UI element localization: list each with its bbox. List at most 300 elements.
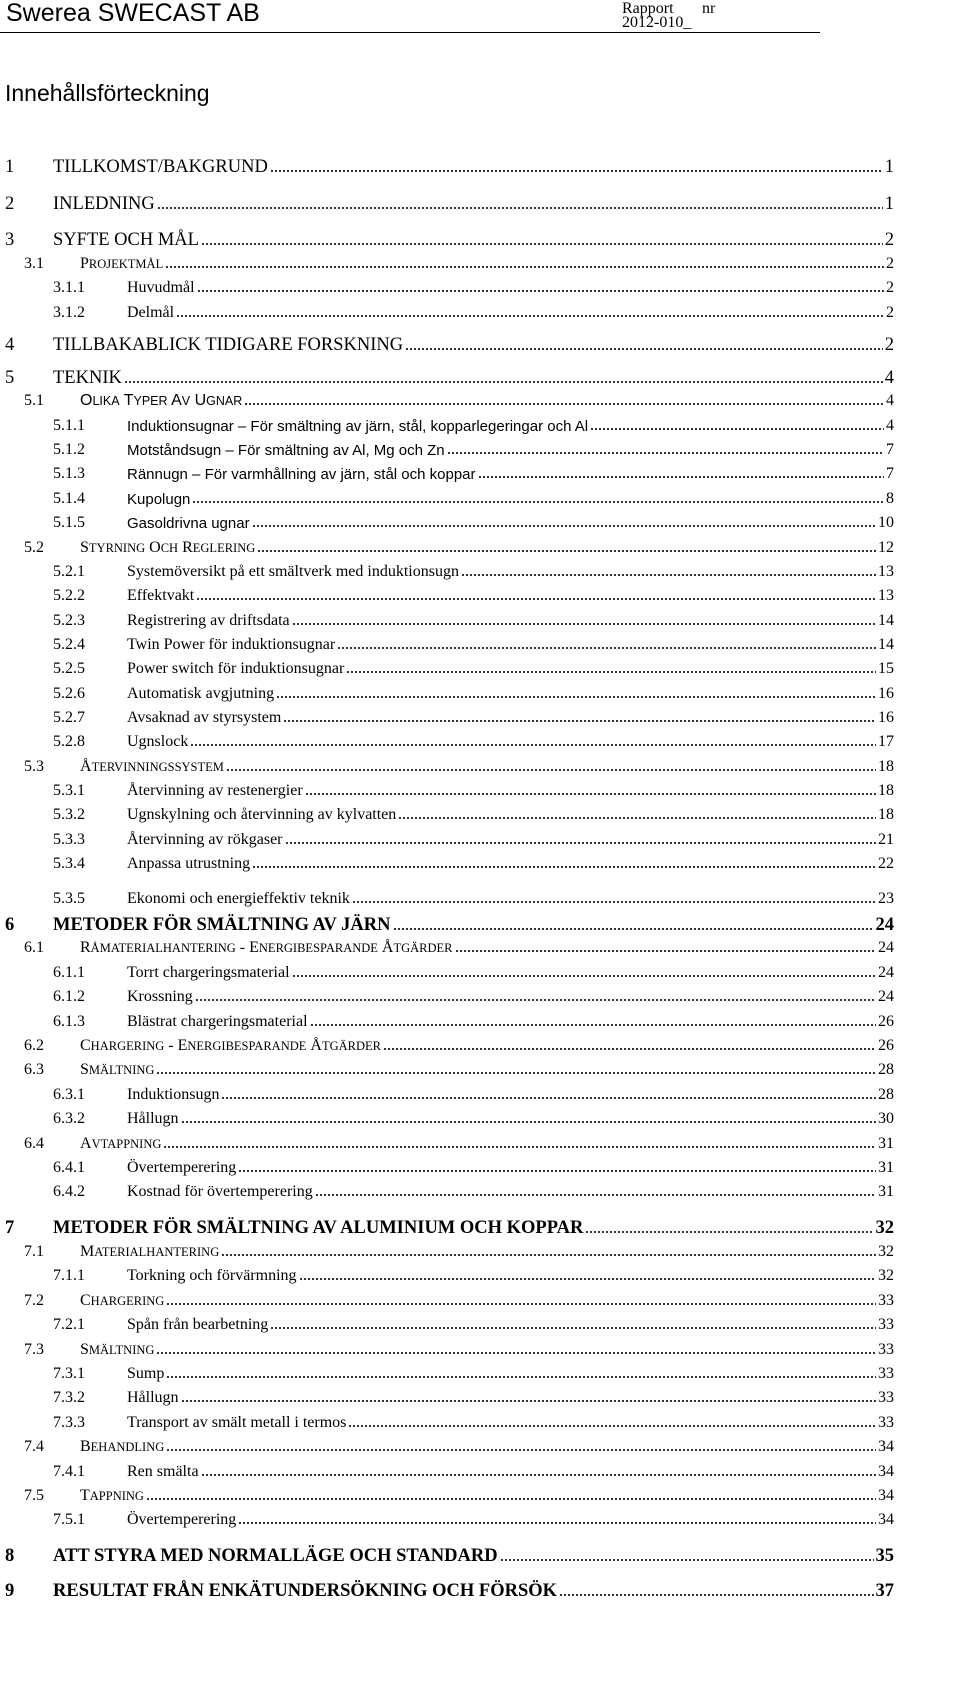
toc-entry-number: 3.1.2 — [53, 304, 85, 321]
toc-entry-label: CHARGERING - ENERGIBESPARANDE ÅTGÄRDER — [80, 1037, 381, 1054]
toc-entry-number: 3.1 — [24, 255, 44, 272]
toc-leader-dots — [156, 1072, 876, 1074]
toc-entry-number: 7.3.2 — [53, 1389, 85, 1406]
toc-entry-line — [80, 1293, 894, 1309]
toc-entry-label: Återvinning av rökgaser — [127, 831, 283, 848]
toc-entry-page: 33 — [878, 1341, 894, 1358]
toc-leader-dots — [292, 975, 876, 977]
toc-entry-line — [53, 336, 894, 355]
toc-entry-label: TILLKOMST/BAKGRUND — [53, 156, 268, 177]
toc-leader-dots — [192, 501, 884, 503]
toc-entry-page: 1 — [884, 156, 894, 177]
toc-leader-dots — [455, 950, 876, 952]
toc-entry-line — [127, 710, 894, 726]
toc-entry-line — [127, 856, 894, 872]
toc-entry-page: 33 — [878, 1316, 894, 1333]
toc-entry[interactable] — [0, 824, 960, 848]
toc-entry[interactable] — [0, 605, 960, 629]
toc-entry-page: 24 — [878, 964, 894, 981]
toc-leader-dots — [346, 671, 876, 673]
toc-leader-dots — [181, 1121, 876, 1123]
toc-entry-page: 2 — [884, 334, 894, 355]
toc-leader-dots — [195, 999, 876, 1001]
toc-entry-number: 5.2.8 — [53, 733, 85, 750]
toc-entry-line — [127, 1268, 894, 1284]
toc-entry-page: 28 — [878, 1061, 894, 1078]
toc-entry[interactable] — [0, 883, 960, 907]
toc-entry[interactable] — [0, 751, 960, 775]
header-divider — [0, 32, 820, 33]
toc-entry-label: Sump — [127, 1365, 165, 1382]
toc-entry-number: 5.3.3 — [53, 831, 85, 848]
toc-entry-number: 5.1.3 — [53, 465, 85, 482]
toc-entry[interactable] — [0, 1431, 960, 1455]
toc-entry-label: Transport av smält metall i termos — [127, 1414, 347, 1431]
toc-leader-dots — [226, 769, 876, 771]
toc-entry-page: 35 — [875, 1545, 894, 1566]
toc-entry-page: 10 — [878, 514, 894, 531]
toc-entry-line — [127, 989, 894, 1005]
toc-leader-dots — [447, 452, 884, 454]
toc-entry-number: 7.4.1 — [53, 1463, 85, 1480]
toc-entry[interactable] — [0, 1211, 960, 1237]
toc-entry[interactable] — [0, 981, 960, 1005]
toc-entry-page: 17 — [878, 733, 894, 750]
toc-entry-number: 5.2 — [24, 539, 44, 556]
toc-entry[interactable] — [0, 328, 960, 354]
toc-entry[interactable] — [0, 272, 960, 296]
toc-entry[interactable] — [0, 1382, 960, 1406]
toc-leader-dots — [590, 428, 884, 430]
toc-entry-page: 34 — [878, 1511, 894, 1528]
toc-entry[interactable] — [0, 483, 960, 507]
toc-entry-label: TEKNIK — [53, 367, 122, 388]
toc-entry-number: 6.4.1 — [53, 1159, 85, 1176]
toc-leader-dots — [163, 1146, 876, 1148]
toc-entry-page: 2 — [884, 229, 894, 250]
toc-entry-page: 23 — [878, 890, 894, 907]
toc-entry-label: Blästrat chargeringsmaterial — [127, 1013, 308, 1030]
toc-entry-page: 8 — [886, 490, 894, 507]
toc-entry-line — [53, 1547, 894, 1566]
toc-leader-dots — [270, 1327, 876, 1329]
toc-entry-label: Automatisk avgjutning — [127, 685, 275, 702]
toc-leader-dots — [221, 1254, 876, 1256]
toc-entry-line — [127, 442, 894, 458]
toc-leader-dots — [405, 348, 883, 350]
toc-entry[interactable] — [0, 1176, 960, 1200]
toc-entry-page: 16 — [878, 685, 894, 702]
toc-entry-number: 7.4 — [24, 1438, 44, 1455]
toc-entry-line — [80, 1136, 894, 1152]
toc-entry[interactable] — [0, 150, 960, 176]
toc-entry-page: 7 — [886, 441, 894, 458]
toc-entry-label: Rännugn – För varmhållning av järn, stål och koppar — [127, 466, 476, 483]
toc-leader-dots — [270, 170, 883, 172]
toc-entry-label: Spån från bearbetning — [127, 1316, 269, 1333]
toc-entry-line — [127, 1160, 894, 1176]
toc-entry[interactable] — [0, 957, 960, 981]
toc-entry-label: BEHANDLING — [80, 1438, 165, 1455]
toc-entry-number: 5.2.2 — [53, 587, 85, 604]
toc-entry[interactable] — [0, 1574, 960, 1600]
toc-leader-dots — [292, 623, 876, 625]
toc-entry-number: 7.1.1 — [53, 1267, 85, 1284]
toc-entry-label: Återvinning av restenergier — [127, 782, 303, 799]
report-nr-label: nr — [702, 0, 716, 17]
toc-entry-line — [127, 588, 894, 604]
toc-entry-line — [127, 613, 894, 629]
toc-entry-label: Systemöversikt på ett smältverk med induktionsugn — [127, 563, 459, 580]
toc-entry-page: 37 — [875, 1580, 894, 1601]
toc-entry[interactable] — [0, 1504, 960, 1528]
toc-entry-page: 7 — [886, 465, 894, 482]
toc-entry-number: 7.3 — [24, 1341, 44, 1358]
toc-leader-dots — [156, 1352, 876, 1354]
toc-entry-page: 33 — [878, 1414, 894, 1431]
toc-entry-line — [127, 807, 894, 823]
toc-entry[interactable] — [0, 1456, 960, 1480]
toc-entry-line — [80, 1062, 894, 1078]
toc-entry-page: 33 — [878, 1292, 894, 1309]
toc-entry[interactable] — [0, 1103, 960, 1127]
toc-entry-line — [127, 515, 894, 531]
toc-entry-line — [80, 393, 894, 409]
toc-entry-line — [127, 1184, 894, 1200]
toc-entry-label: Ugnskylning och återvinning av kylvatten — [127, 806, 397, 823]
toc-leader-dots — [500, 1559, 874, 1561]
toc-entry-label: SMÄLTNING — [80, 1061, 155, 1078]
toc-entry-line — [80, 1038, 894, 1054]
toc-entry-number: 6.4.2 — [53, 1183, 85, 1200]
toc-entry-label: Anpassa utrustning — [127, 855, 251, 872]
company-name: Swerea SWECAST AB — [6, 0, 260, 27]
toc-entry-number: 6.1 — [24, 939, 44, 956]
toc-entry-label: Hållugn — [127, 1110, 179, 1127]
toc-leader-dots — [197, 290, 884, 292]
toc-entry-number: 5.3.5 — [53, 890, 85, 907]
toc-entry[interactable] — [0, 1006, 960, 1030]
toc-entry-page: 24 — [878, 939, 894, 956]
toc-entry-label: Ugnslock — [127, 733, 189, 750]
toc-entry-page: 4 — [886, 392, 894, 409]
toc-entry[interactable] — [0, 507, 960, 531]
toc-entry-label: Kupolugn — [127, 491, 191, 508]
toc-entry-label: INLEDNING — [53, 193, 155, 214]
toc-entry-page: 2 — [886, 279, 894, 296]
toc-entry[interactable] — [0, 410, 960, 434]
toc-entry-page: 34 — [878, 1487, 894, 1504]
toc-entry-line — [80, 940, 894, 956]
toc-entry-label: CHARGERING — [80, 1292, 165, 1309]
toc-entry-number: 6.2 — [24, 1037, 44, 1054]
toc-entry-number: 6.3 — [24, 1061, 44, 1078]
toc-leader-dots — [201, 243, 883, 245]
toc-entry-line — [127, 280, 894, 296]
toc-entry[interactable] — [0, 532, 960, 556]
toc-entry-number: 6 — [5, 914, 15, 935]
toc-leader-dots — [461, 574, 876, 576]
toc-entry-number: 1 — [5, 156, 15, 177]
toc-entry[interactable] — [0, 1152, 960, 1176]
toc-entry-number: 4 — [5, 334, 15, 355]
toc-leader-dots — [352, 901, 876, 903]
toc-entry-number: 5.1 — [24, 392, 44, 409]
toc-entry-number: 5.1.2 — [53, 441, 85, 458]
toc-entry-page: 22 — [878, 855, 894, 872]
toc-leader-dots — [166, 1376, 876, 1378]
toc-entry-line — [127, 832, 894, 848]
toc-entry-label: SMÄLTNING — [80, 1341, 155, 1358]
toc-entry-page: 2 — [886, 255, 894, 272]
toc-entry-label: TILLBAKABLICK TIDIGARE FORSKNING — [53, 334, 404, 355]
toc-leader-dots — [165, 266, 884, 268]
toc-leader-dots — [252, 525, 876, 527]
toc-entry-label: TAPPNING — [80, 1487, 144, 1504]
toc-entry-number: 9 — [5, 1580, 15, 1601]
toc-entry-number: 6.1.1 — [53, 964, 85, 981]
toc-leader-dots — [181, 1400, 876, 1402]
toc-entry[interactable] — [0, 385, 960, 409]
toc-entry-label: STYRNING OCH REGLERING — [80, 539, 256, 556]
toc-entry[interactable] — [0, 908, 960, 934]
toc-leader-dots — [337, 647, 876, 649]
toc-entry-page: 2 — [886, 304, 894, 321]
toc-entry-label: Registrering av driftsdata — [127, 612, 290, 629]
toc-entry-page: 32 — [878, 1267, 894, 1284]
toc-leader-dots — [310, 1024, 876, 1026]
report-label: Rapport — [622, 0, 674, 17]
toc-entry[interactable] — [0, 1236, 960, 1260]
toc-leader-dots — [221, 1097, 876, 1099]
toc-leader-dots — [252, 866, 876, 868]
toc-entry-line — [127, 1464, 894, 1480]
toc-entry-number: 7.3.3 — [53, 1414, 85, 1431]
toc-entry-line — [53, 158, 894, 177]
toc-leader-dots — [299, 1278, 876, 1280]
toc-entry[interactable] — [0, 799, 960, 823]
toc-entry-number: 5.2.7 — [53, 709, 85, 726]
toc-entry-line — [80, 256, 894, 272]
toc-entry-number: 5.2.3 — [53, 612, 85, 629]
toc-leader-dots — [201, 1474, 876, 1476]
toc-leader-dots — [383, 1048, 876, 1050]
toc-entry[interactable] — [0, 932, 960, 956]
toc-leader-dots — [393, 928, 874, 930]
toc-leader-dots — [238, 1170, 876, 1172]
toc-entry[interactable] — [0, 1128, 960, 1152]
toc-entry-label: Delmål — [127, 304, 175, 321]
toc-entry-page: 13 — [878, 563, 894, 580]
toc-entry[interactable] — [0, 1079, 960, 1103]
page-header — [0, 0, 960, 34]
toc-leader-dots — [276, 696, 876, 698]
toc-entry[interactable] — [0, 1358, 960, 1382]
toc-entry-number: 7.2 — [24, 1292, 44, 1309]
toc-entry-label: SYFTE OCH MÅL — [53, 229, 199, 250]
toc-entry-number: 5 — [5, 367, 15, 388]
toc-leader-dots — [196, 598, 876, 600]
toc-entry-line — [127, 1415, 894, 1431]
toc-entry-number: 6.3.1 — [53, 1086, 85, 1103]
toc-entry-label: Ren smälta — [127, 1463, 199, 1480]
toc-entry-page: 31 — [878, 1135, 894, 1152]
toc-entry-number: 5.3.1 — [53, 782, 85, 799]
toc-entry[interactable] — [0, 1407, 960, 1431]
toc-entry-number: 5.1.5 — [53, 514, 85, 531]
toc-entry[interactable] — [0, 248, 960, 272]
toc-leader-dots — [124, 381, 883, 383]
toc-entry-line — [127, 1317, 894, 1333]
toc-leader-dots — [166, 1303, 876, 1305]
toc-entry-number: 6.4 — [24, 1135, 44, 1152]
toc-entry-label: Motståndsugn – För smältning av Al, Mg och Zn — [127, 442, 445, 459]
toc-entry-line — [127, 686, 894, 702]
toc-entry[interactable] — [0, 361, 960, 387]
toc-entry-line — [127, 734, 894, 750]
toc-entry-page: 12 — [878, 539, 894, 556]
toc-entry-line — [127, 418, 894, 434]
toc-entry[interactable] — [0, 1285, 960, 1309]
toc-entry-label: Övertemperering — [127, 1159, 237, 1176]
toc-entry-page: 16 — [878, 709, 894, 726]
toc-entry[interactable] — [0, 297, 960, 321]
toc-entry-line — [127, 965, 894, 981]
toc-leader-dots — [348, 1425, 876, 1427]
toc-entry-label: METODER FÖR SMÄLTNING AV ALUMINIUM OCH KOPPAR — [53, 1217, 584, 1238]
report-number: 2012-010_ — [622, 14, 692, 31]
toc-entry-page: 34 — [878, 1438, 894, 1455]
toc-entry-label: METODER FÖR SMÄLTNING AV JÄRN — [53, 914, 391, 935]
toc-title: Innehållsförteckning — [5, 80, 210, 106]
toc-entry-number: 5.2.5 — [53, 660, 85, 677]
toc-entry-line — [80, 1488, 894, 1504]
toc-entry-number: 5.3 — [24, 758, 44, 775]
toc-entry-line — [127, 1366, 894, 1382]
toc-entry-line — [127, 491, 894, 507]
toc-entry-page: 14 — [878, 636, 894, 653]
toc-entry[interactable] — [0, 702, 960, 726]
toc-entry[interactable] — [0, 1480, 960, 1504]
toc-entry[interactable] — [0, 653, 960, 677]
toc-entry[interactable] — [0, 580, 960, 604]
toc-leader-dots — [585, 1231, 873, 1233]
toc-entry-label: Ekonomi och energieffektiv teknik — [127, 890, 350, 907]
toc-entry-page: 28 — [878, 1086, 894, 1103]
toc-entry-label: Twin Power för induktionsugnar — [127, 636, 336, 653]
toc-entry-page: 18 — [878, 782, 894, 799]
toc-entry-number: 6.1.3 — [53, 1013, 85, 1030]
toc-entry[interactable] — [0, 1539, 960, 1565]
toc-entry-number: 7.2.1 — [53, 1316, 85, 1333]
toc-entry-line — [127, 1087, 894, 1103]
toc-entry-number: 6.1.2 — [53, 988, 85, 1005]
toc-entry-number: 5.2.4 — [53, 636, 85, 653]
toc-entry-number: 5.2.1 — [53, 563, 85, 580]
toc-entry-page: 4 — [884, 367, 894, 388]
toc-entry-page: 24 — [878, 988, 894, 1005]
toc-entry-number: 3 — [5, 229, 15, 250]
toc-entry-line — [53, 195, 894, 214]
toc-entry-label: AVTAPPNING — [80, 1135, 162, 1152]
toc-entry-line — [80, 1342, 894, 1358]
toc-entry[interactable] — [0, 775, 960, 799]
toc-entry-label: Torrt chargeringsmaterial — [127, 964, 290, 981]
toc-entry-label: Krossning — [127, 988, 193, 1005]
toc-leader-dots — [315, 1194, 876, 1196]
toc-entry-line — [53, 1219, 894, 1238]
toc-entry-number: 5.2.6 — [53, 685, 85, 702]
toc-entry[interactable] — [0, 556, 960, 580]
toc-entry-number: 7.5.1 — [53, 1511, 85, 1528]
toc-entry-line — [127, 564, 894, 580]
toc-entry-label: RESULTAT FRÅN ENKÄTUNDERSÖKNING OCH FÖRSÖK — [53, 1580, 558, 1601]
toc-leader-dots — [238, 1522, 876, 1524]
toc-entry-label: ÅTERVINNINGSSYSTEM — [80, 758, 224, 775]
toc-entry[interactable] — [0, 458, 960, 482]
toc-leader-dots — [190, 744, 876, 746]
toc-entry-line — [53, 231, 894, 250]
toc-entry-page: 4 — [886, 417, 894, 434]
toc-entry[interactable] — [0, 1030, 960, 1054]
toc-entry-line — [127, 1111, 894, 1127]
toc-entry-line — [80, 759, 894, 775]
toc-entry-label: OLIKA TYPER AV UGNAR — [80, 392, 243, 409]
toc-entry[interactable] — [0, 848, 960, 872]
toc-leader-dots — [305, 793, 876, 795]
toc-leader-dots — [478, 476, 884, 478]
toc-entry[interactable] — [0, 629, 960, 653]
toc-entry-page: 31 — [878, 1159, 894, 1176]
toc-entry-page: 24 — [875, 914, 894, 935]
toc-leader-dots — [176, 315, 884, 317]
toc-entry[interactable] — [0, 434, 960, 458]
toc-leader-dots — [146, 1498, 876, 1500]
toc-entry[interactable] — [0, 187, 960, 213]
toc-leader-dots — [398, 817, 876, 819]
toc-entry-page: 15 — [878, 660, 894, 677]
toc-entry-line — [80, 540, 894, 556]
toc-entry-label: Övertemperering — [127, 1511, 237, 1528]
toc-entry[interactable] — [0, 1334, 960, 1358]
toc-entry-line — [127, 1512, 894, 1528]
toc-entry[interactable] — [0, 726, 960, 750]
toc-entry-label: PROJEKTMÅL — [80, 255, 164, 272]
toc-entry-label: Huvudmål — [127, 279, 195, 296]
toc-entry-number: 2 — [5, 193, 15, 214]
toc-entry-line — [127, 783, 894, 799]
toc-entry-line — [127, 1390, 894, 1406]
toc-entry-page: 26 — [878, 1013, 894, 1030]
toc-entry-page: 31 — [878, 1183, 894, 1200]
toc-entry-page: 13 — [878, 587, 894, 604]
toc-entry[interactable] — [0, 1054, 960, 1078]
toc-entry-line — [127, 466, 894, 482]
toc-leader-dots — [157, 207, 883, 209]
toc-entry-line — [127, 1014, 894, 1030]
toc-entry[interactable] — [0, 678, 960, 702]
toc-entry[interactable] — [0, 1260, 960, 1284]
toc-entry-label: Induktionsugnar – För smältning av järn, stål, kopparlegeringar och Al — [127, 418, 589, 435]
toc-leader-dots — [244, 403, 884, 405]
toc-entry-line — [80, 1244, 894, 1260]
toc-entry-page: 32 — [875, 1217, 894, 1238]
toc-entry-page: 18 — [878, 806, 894, 823]
toc-entry[interactable] — [0, 1309, 960, 1333]
toc-entry-label: Power switch för induktionsugnar — [127, 660, 345, 677]
toc-entry[interactable] — [0, 223, 960, 249]
toc-entry-number: 7.3.1 — [53, 1365, 85, 1382]
